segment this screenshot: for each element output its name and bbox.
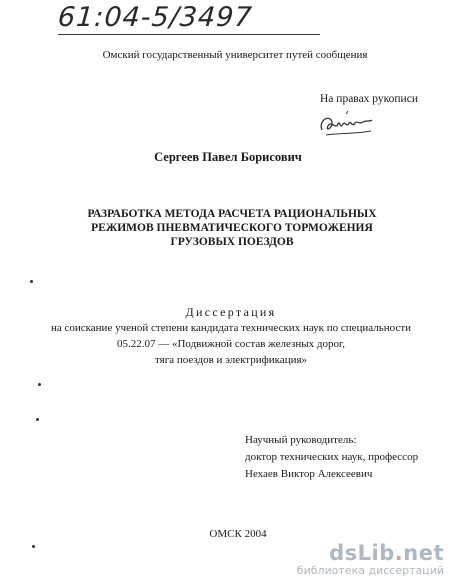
work-type: Диссертация: [185, 305, 277, 319]
watermark-logo-text: dsLib.net: [329, 541, 444, 565]
degree-line: 05.22.07 — «Подвижной состав железных дорог,: [116, 338, 346, 350]
watermark-logo: [297, 542, 444, 577]
author-name: Сергеев Павел Борисович: [154, 150, 302, 164]
dissertation-title: [0, 207, 450, 249]
scan-speck: [38, 383, 41, 386]
archive-number: 61:04-5/3497: [56, 2, 254, 33]
title-line: РАЗРАБОТКА МЕТОДА РАСЧЕТА РАЦИОНАЛЬНЫХ: [87, 208, 377, 220]
scan-speck: [32, 545, 35, 548]
supervisor-name: Нехаев Виктор Алексеевич: [245, 468, 373, 480]
city-year: ОМСК 2004: [209, 528, 267, 540]
scan-speck: [30, 280, 33, 283]
watermark-subtitle: библиотека диссертаций: [296, 564, 444, 577]
degree-line: тяга поездов и электрификация»: [154, 354, 308, 366]
organization-name: Омский государственный университет путей сообщения: [102, 49, 368, 61]
supervisor-block: [245, 432, 418, 483]
rights-note: На правах рукописи: [320, 93, 418, 105]
degree-line: на соискание ученой степени кандидата технических наук по специальности: [50, 322, 412, 334]
title-line: ГРУЗОВЫХ ПОЕЗДОВ: [170, 236, 294, 248]
title-line: РЕЖИМОВ ПНЕВМАТИЧЕСКОГО ТОРМОЖЕНИЯ: [91, 222, 373, 234]
degree-statement: [0, 320, 450, 368]
scan-speck: [36, 418, 39, 421]
archive-underline: [58, 34, 320, 35]
supervisor-label: Научный руководитель:: [245, 434, 357, 446]
supervisor-degree: доктор технических наук, профессор: [245, 451, 419, 463]
signature-image: [316, 108, 376, 144]
